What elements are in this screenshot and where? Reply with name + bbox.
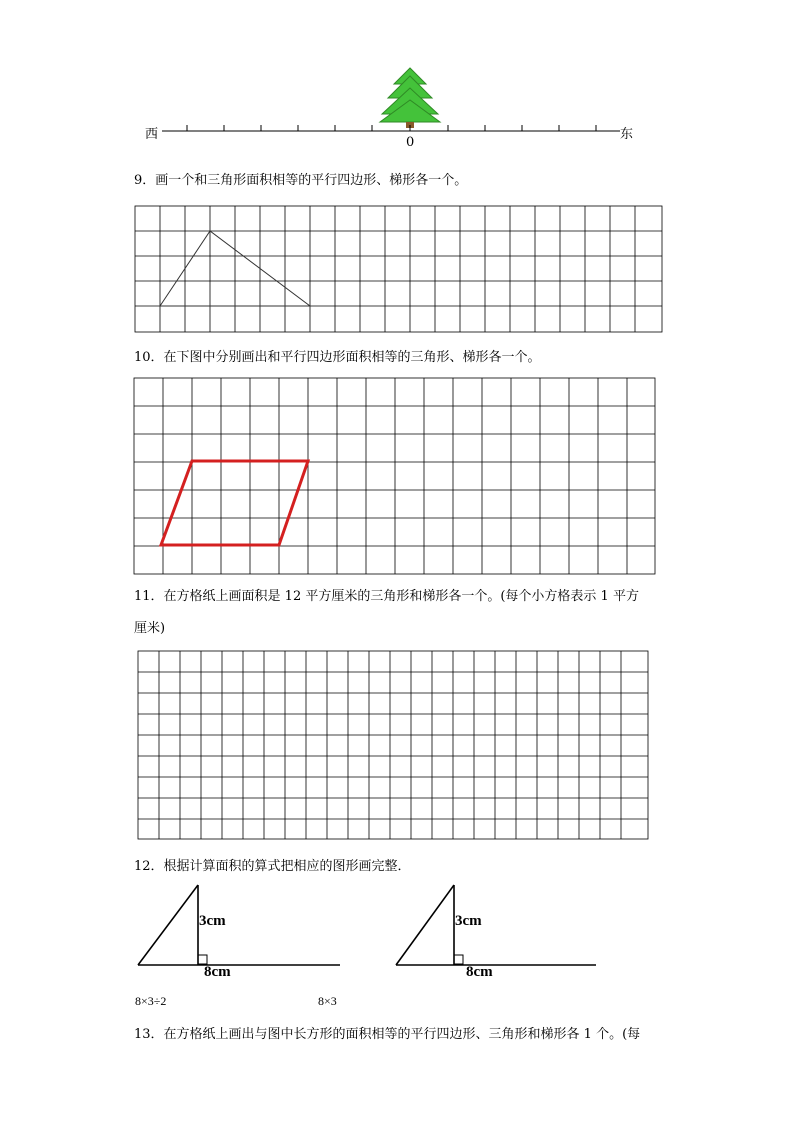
fig1-height-label: 3cm: [199, 913, 226, 929]
west-label: 西: [145, 127, 159, 142]
grid-lines: [138, 651, 648, 839]
fig1-base-label: 8cm: [204, 964, 231, 980]
east-label: 东: [620, 127, 634, 142]
fig2-formula: 8×3: [318, 994, 337, 1008]
number-line-figure: [140, 62, 640, 152]
question-11-text-line1: 11．在方格纸上画面积是 12 平方厘米的三角形和梯形各一个。(每个小方格表示 1 平方: [134, 589, 639, 604]
question-11-text-line2: 厘米): [134, 621, 166, 636]
zero-label: 0: [406, 135, 415, 150]
question-11-grid: [137, 650, 651, 842]
fig2-base-label: 8cm: [466, 964, 493, 980]
question-13-text: 13．在方格纸上画出与图中长方形的面积相等的平行四边形、三角形和梯形各 1 个。(每: [134, 1027, 641, 1042]
tree-icon: [380, 68, 440, 128]
fig2-height-label: 3cm: [455, 913, 482, 929]
number-line-ticks: [187, 125, 596, 131]
question-12-figure-1: [134, 880, 344, 980]
question-10-text: 10．在下图中分别画出和平行四边形面积相等的三角形、梯形各一个。: [134, 350, 541, 365]
question-12-text: 12．根据计算面积的算式把相应的图形画完整．: [134, 859, 411, 874]
parallelogram-shape: [161, 461, 308, 545]
fig1-formula: 8×3÷2: [135, 994, 167, 1008]
question-9-grid: [134, 205, 664, 335]
grid-lines: [135, 206, 662, 332]
question-10-grid: [133, 377, 658, 577]
question-12-figure-2: [392, 880, 602, 980]
question-9-text: 9．画一个和三角形面积相等的平行四边形、梯形各一个。: [134, 173, 468, 188]
